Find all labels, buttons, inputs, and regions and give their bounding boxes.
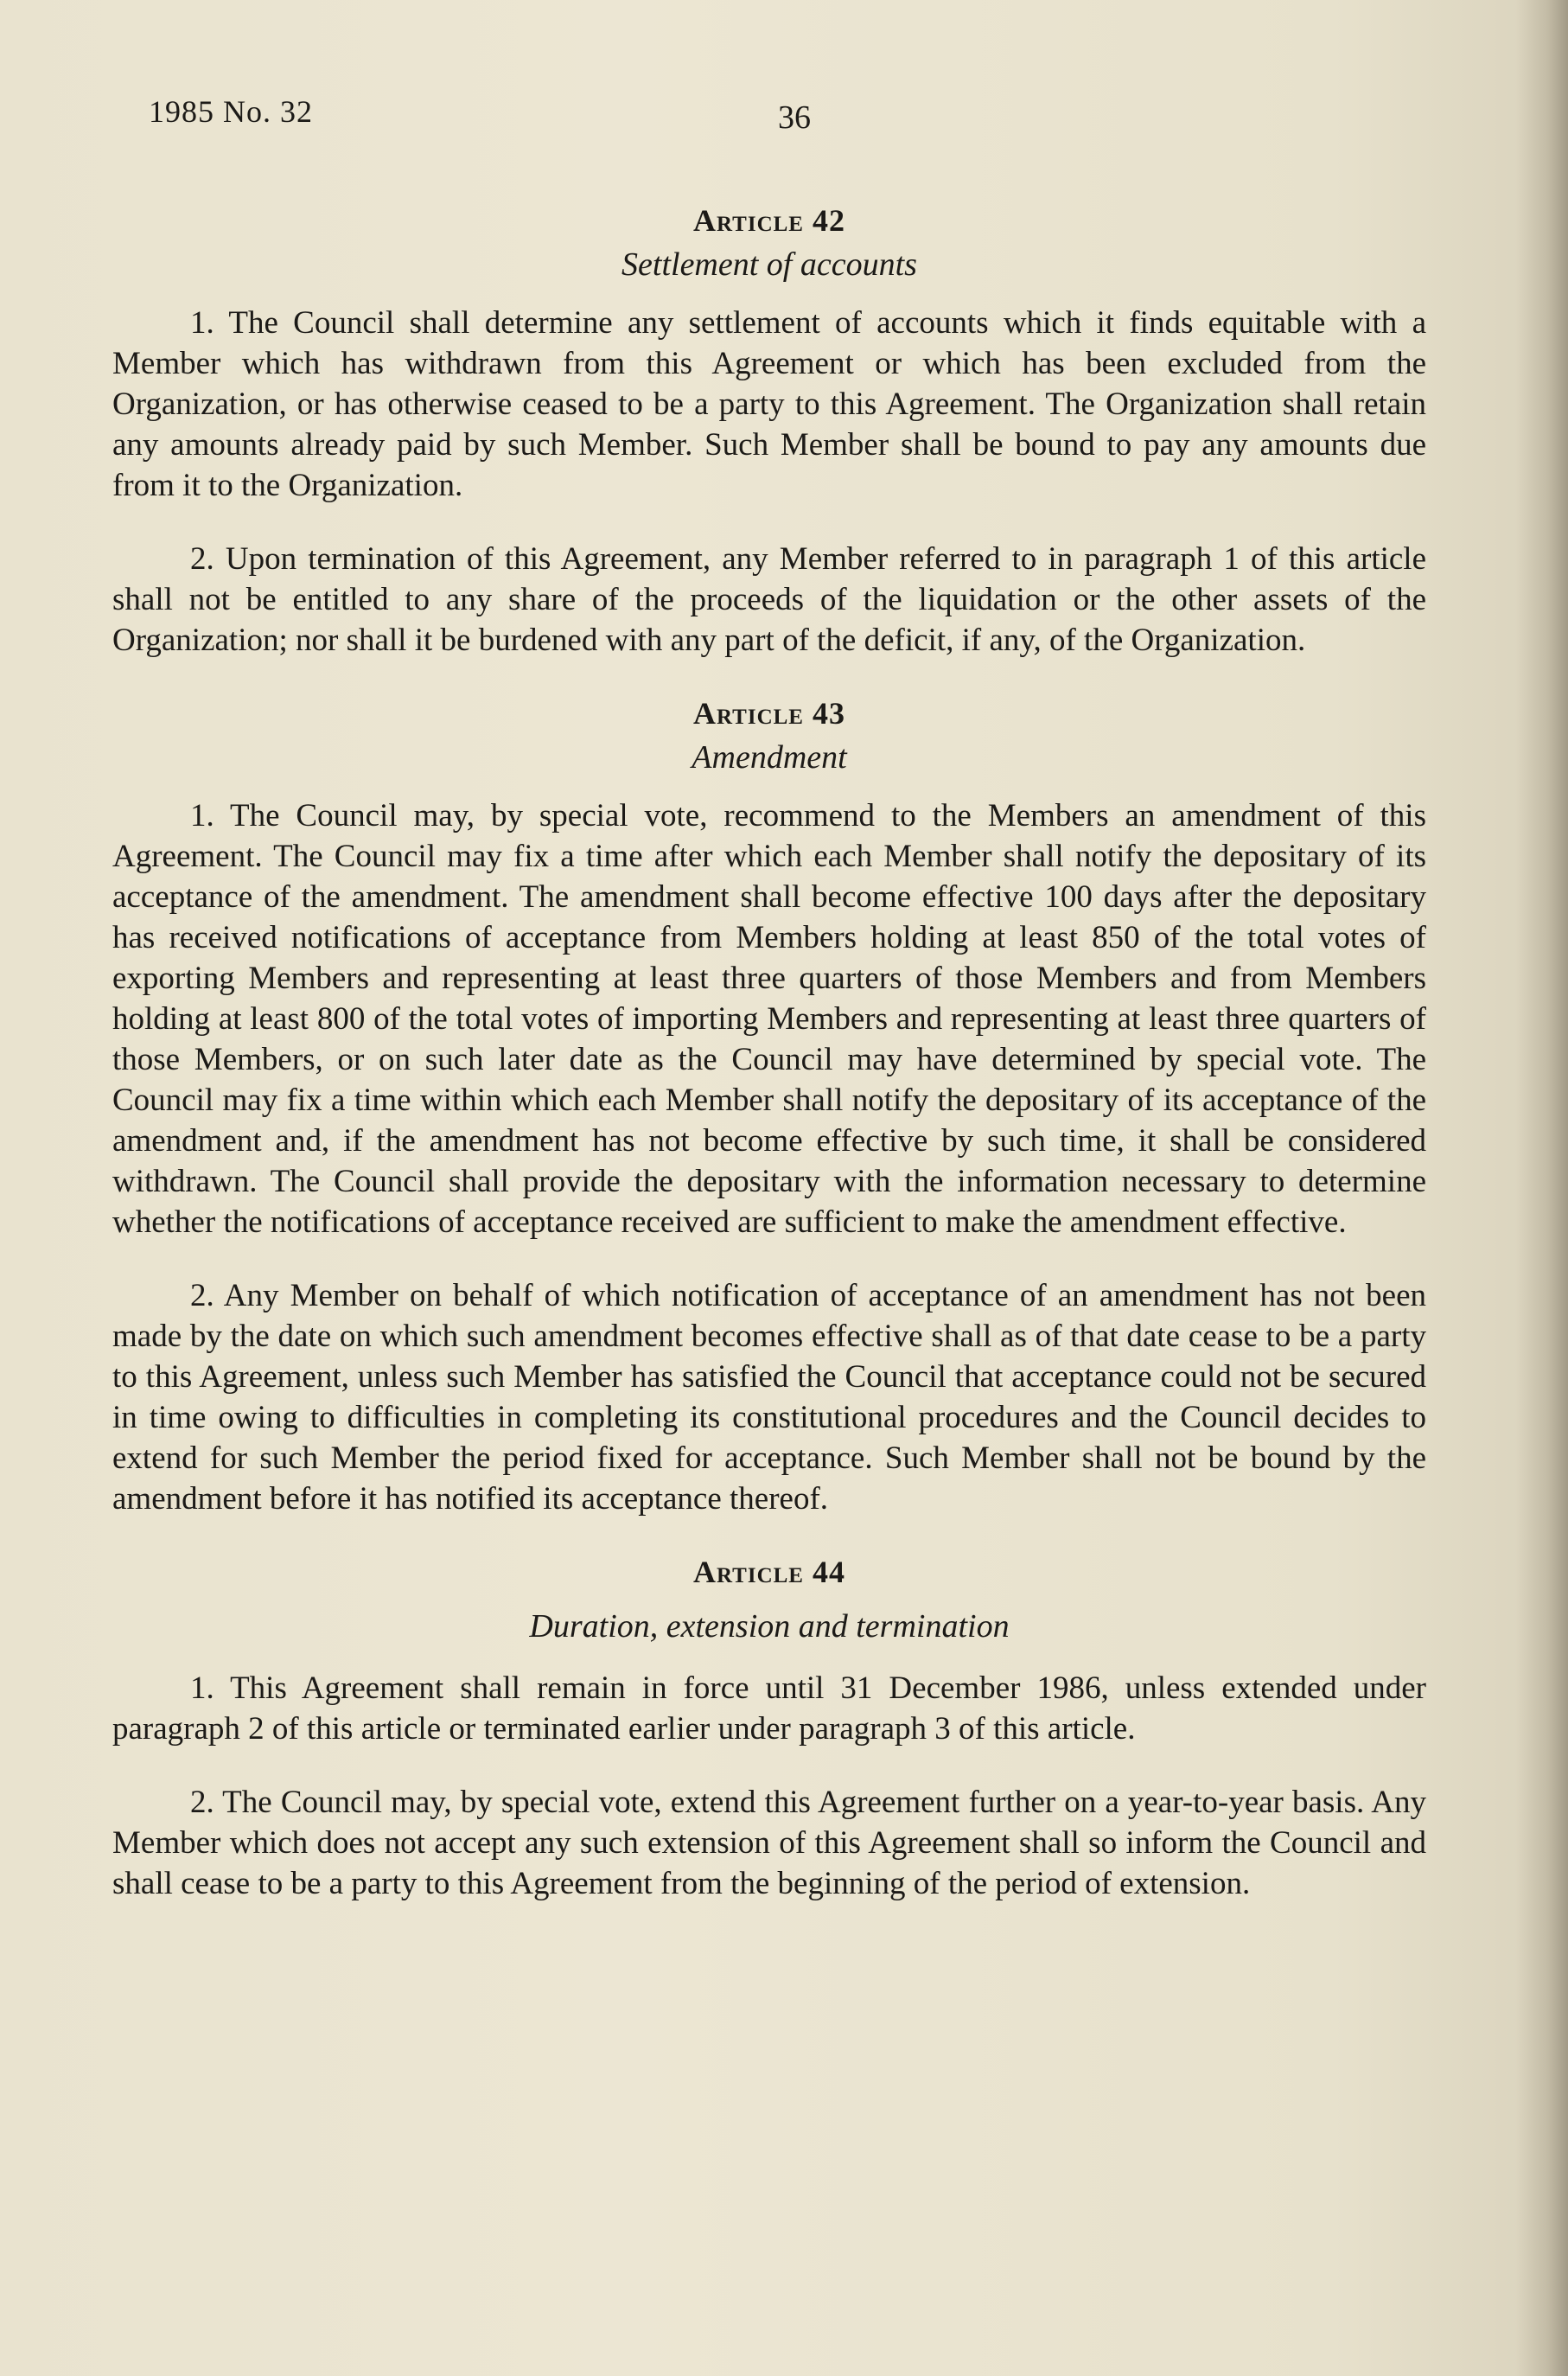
article-44: [112, 1552, 1426, 1904]
article-42: [112, 201, 1426, 661]
article-subtitle: Settlement of accounts: [621, 246, 917, 283]
article-heading: Article 43: [693, 696, 845, 731]
paragraph: 1. This Agreement shall remain in force until 31 December 1986, unless extended under paragraph 2 of this article or terminated earlier under paragraph 3 of this article.: [112, 1670, 1426, 1747]
article-subtitle: Duration, extension and termination: [529, 1608, 1010, 1645]
article-heading: Article 42: [693, 203, 845, 238]
paragraph: 1. The Council may, by special vote, recommend to the Members an amendment of this Agreement. The Council may fix a time after which each Member shall notify the depositary of its acceptance of the amendment. The amendment shall become effective 100 days after the depositary has received notifications of acceptance from Members holding at least 850 of the total votes of exporting Members and representing at least three quarters of those Members and from Members holding at least 800 of the total votes of importing Members and representing at least three quarters of those Members, or on such later date as the Council may have determined by special vote. The Council may fix a time within which each Member shall notify the depositary of its acceptance of the amendment and, if the amendment has not become effective by such time, it shall be considered withdrawn. The Council shall provide the depositary with the information necessary to determine whether the notifications of acceptance received are sufficient to make the amendment effective.: [112, 798, 1426, 1240]
page-body: [112, 201, 1426, 1937]
paragraph: 1. The Council shall determine any settlement of accounts which it finds equitable with a Member which has withdrawn from this Agreement or which has been excluded from the Organization, or has otherwise ceased to be a party to this Agreement. The Organization shall retain any amounts already paid by such Member. Such Member shall be bound to pay any amounts due from it to the Organization.: [112, 305, 1426, 503]
article-subtitle: Amendment: [692, 739, 847, 776]
page-spine-shadow: [1516, 0, 1568, 2376]
page-header: [149, 93, 1445, 145]
paragraph: 2. Any Member on behalf of which notification of acceptance of an amendment has not been made by the date on which such amendment becomes effective shall as of that date cease to be a party to this Agreement, unless such Member has satisfied the Council that acceptance could not be secured in time owing to difficulties in completing its constitutional procedures and the Council decides to extend for such Member the period fixed for acceptance. Such Member shall not be bound by the amendment before it has notified its acceptance thereof.: [112, 1278, 1426, 1517]
page-number: 36: [778, 99, 811, 136]
paragraph: 2. The Council may, by special vote, extend this Agreement further on a year-to-year basis. Any Member which does not accept any such extension of this Agreement shall so inform the Council and shall cease to be a party to this Agreement from the beginning of the period of extension.: [112, 1785, 1426, 1901]
article-heading: Article 44: [693, 1555, 845, 1589]
paragraph: 2. Upon termination of this Agreement, any Member referred to in paragraph 1 of this article shall not be entitled to any share of the proceeds of the liquidation or the other assets of the Organization; nor shall it be burdened with any part of the deficit, if any, of the Organization.: [112, 541, 1426, 658]
running-head: 1985 No. 32: [149, 94, 313, 129]
article-43: [112, 693, 1426, 1519]
